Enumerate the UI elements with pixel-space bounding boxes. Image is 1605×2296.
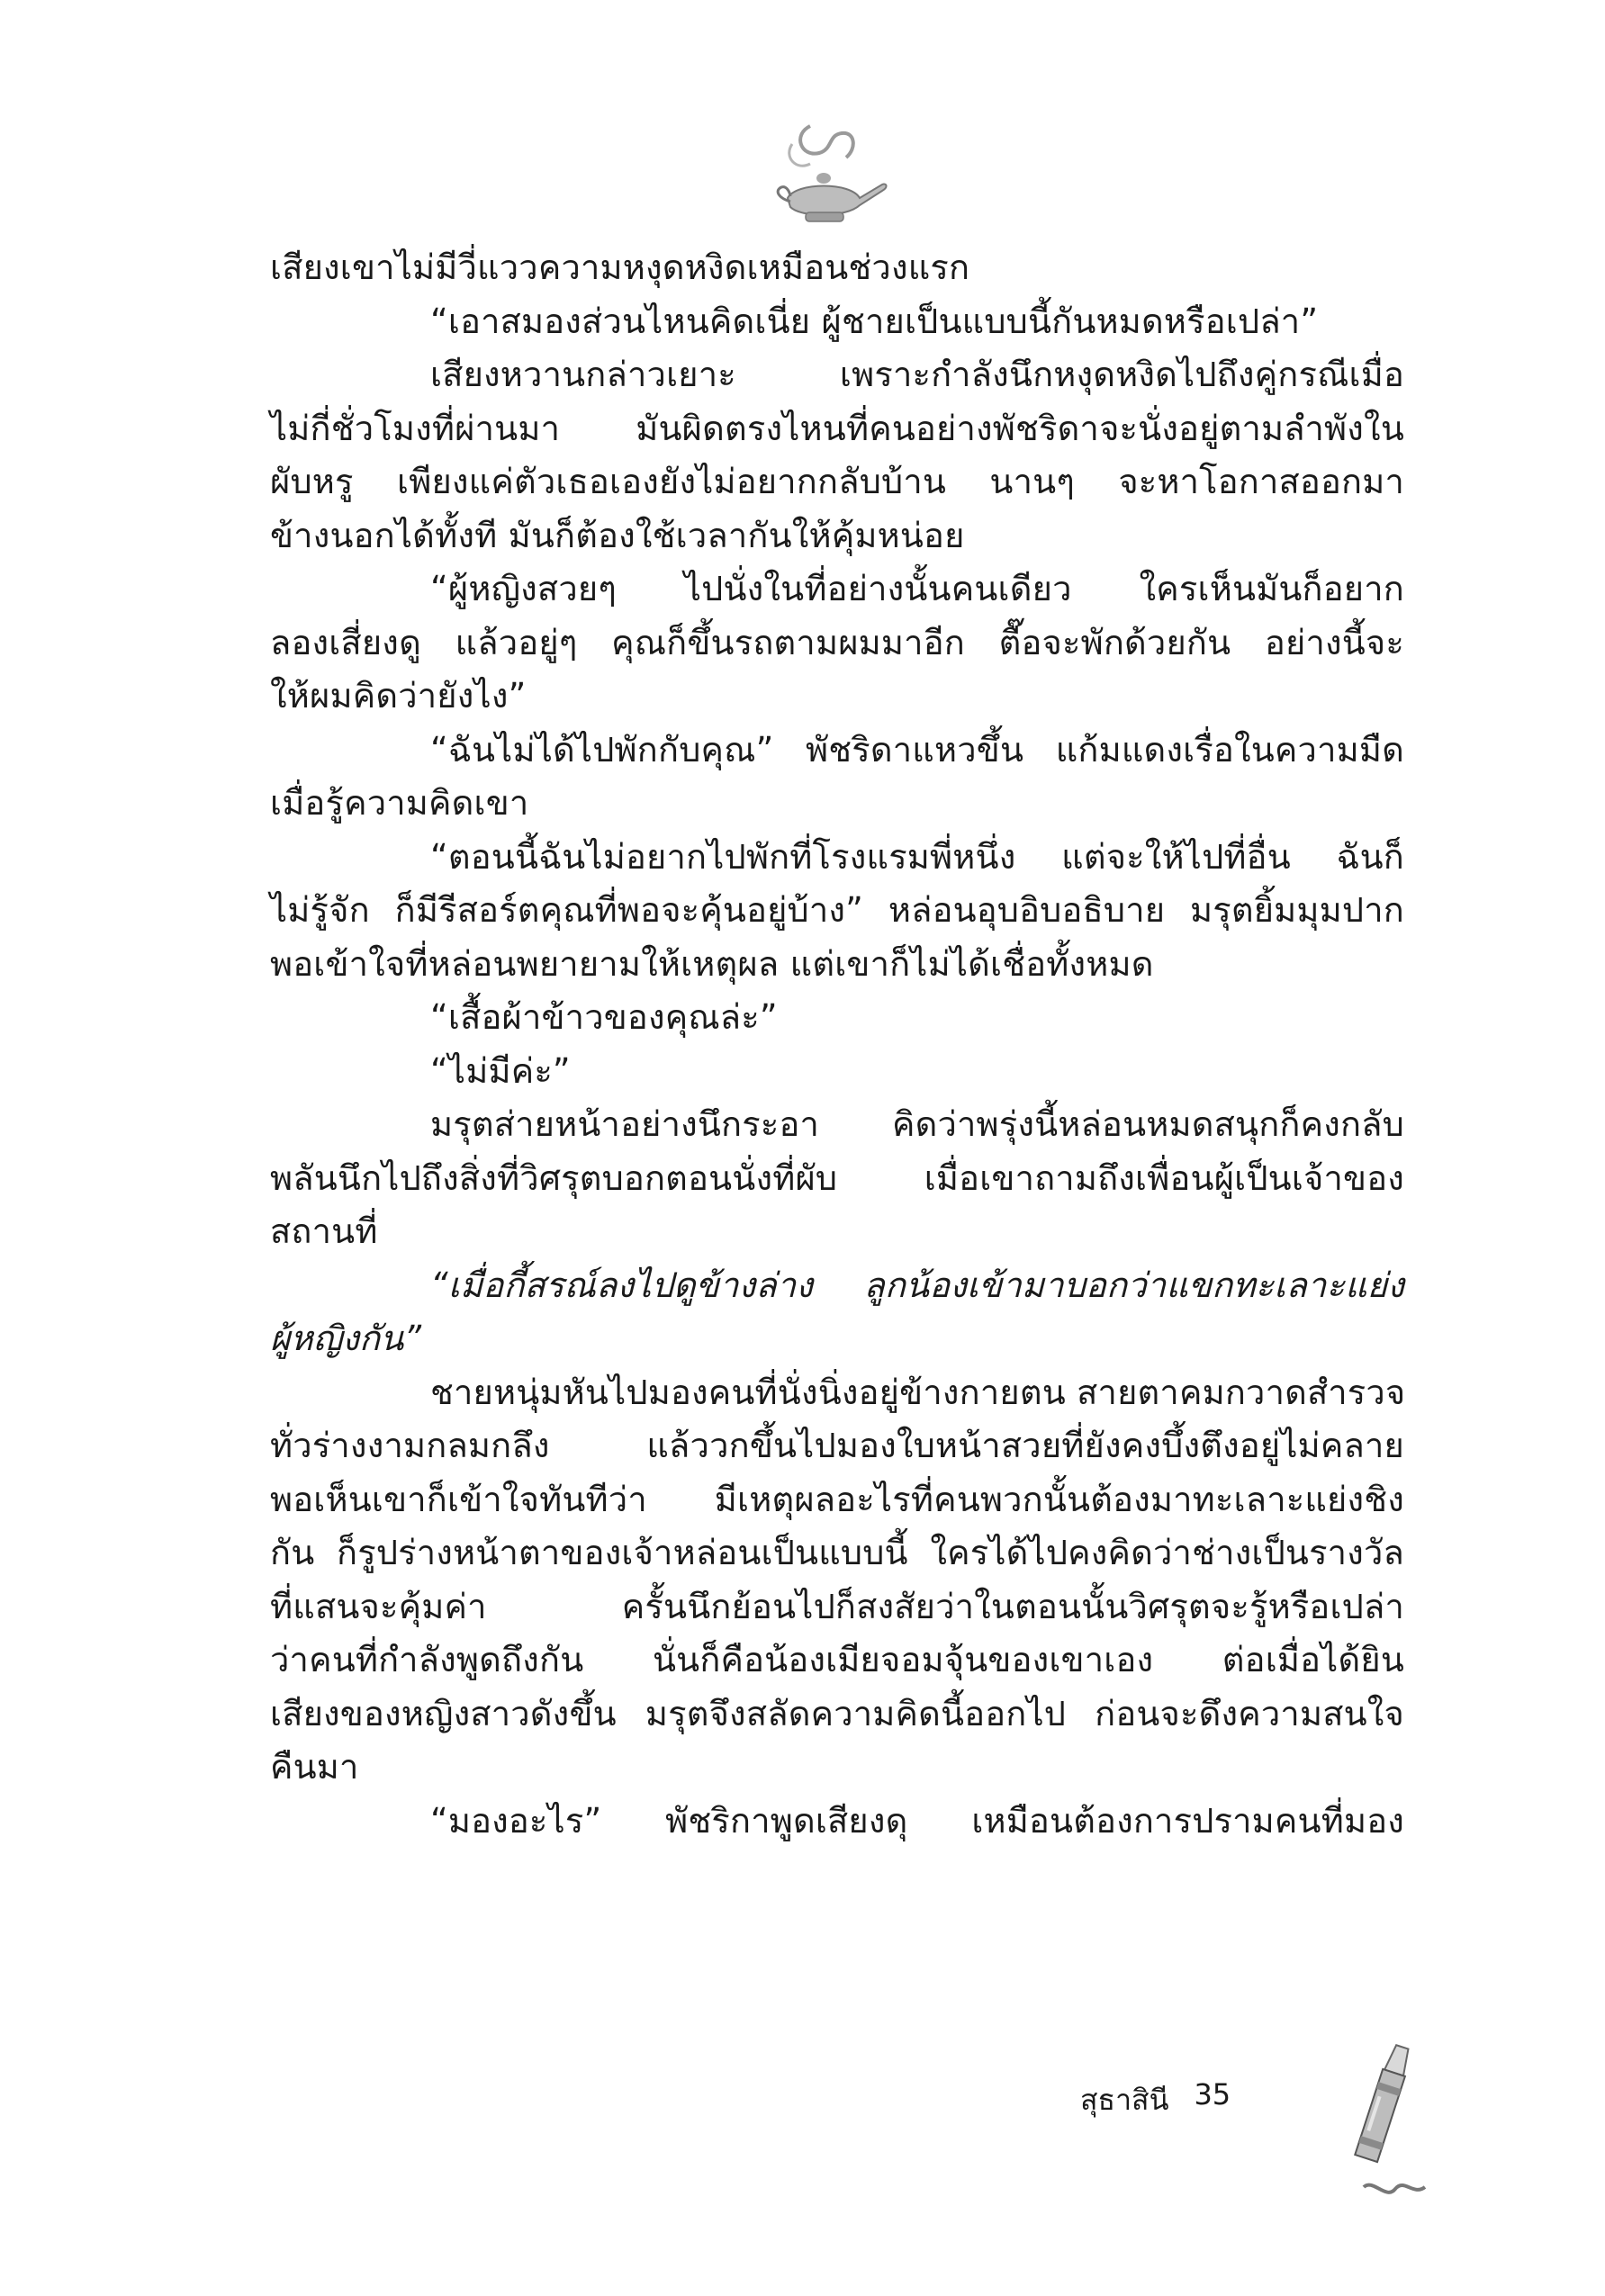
text-line: ทั่วร่างงามกลมกลึง แล้ววกขึ้นไปมองใบหน้าสวยที่ยังคงบึ้งตึงอยู่ไม่คลาย	[270, 1426, 1404, 1465]
text-line: “เมื่อกี้สรณ์ลงไปดูข้างล่าง ลูกน้องเข้ามาบอกว่าแขกทะเลาะแย่ง	[430, 1265, 1404, 1305]
text-line: “มองอะไร” พัชริกาพูดเสียงดุ เหมือนต้องการปรามคนที่มอง	[430, 1800, 1404, 1841]
text-line: พลันนึกไปถึงสิ่งที่วิศรุตบอกตอนนั่งที่ผับ เมื่อเขาถามถึงเพื่อนผู้เป็นเจ้าของ	[270, 1157, 1404, 1198]
text-line: เสียงเขาไม่มีวี่แววความหงุดหงิดเหมือนช่วงแรก	[270, 248, 970, 287]
body-text	[270, 241, 1404, 1848]
text-line: ชายหนุ่มหันไปมองคนที่นั่งนิ่งอยู่ข้างกายตน สายตาคมกวาดสำรวจ	[430, 1372, 1406, 1412]
page-footer	[1080, 2077, 1231, 2123]
text-line: “ฉันไม่ได้ไปพักกับคุณ” พัชริดาแหวขึ้น แก้มแดงเรื่อในความมืด	[430, 729, 1404, 770]
text-line: ให้ผมคิดว่ายังไง”	[270, 676, 527, 716]
crayon-icon	[1319, 2034, 1436, 2214]
text-line: คืนมา	[270, 1747, 359, 1787]
text-line: ไม่กี่ชั่วโมงที่ผ่านมา มันผิดตรงไหนที่คนอย่างพัชริดาจะนั่งอยู่ตามลำพังใน	[270, 408, 1404, 448]
genie-lamp-icon	[756, 108, 891, 234]
page-number: 35	[1194, 2077, 1231, 2111]
text-line: ลองเสี่ยงดู แล้วอยู่ๆ คุณก็ขึ้นรถตามผมมาอีก ตื๊อจะพักด้วยกัน อย่างนี้จะ	[270, 622, 1404, 662]
text-line: ที่แสนจะคุ้มค่า ครั้นนึกย้อนไปก็สงสัยว่าในตอนนั้นวิศรุตจะรู้หรือเปล่า	[270, 1586, 1404, 1626]
text-line: กัน ก็รูปร่างหน้าตาของเจ้าหล่อนเป็นแบบนี้ ใครได้ไปคงคิดว่าช่างเป็นรางวัล	[270, 1533, 1404, 1572]
text-line: ผับหรู เพียงแค่ตัวเธอเองยังไม่อยากกลับบ้าน นานๆ จะหาโอกาสออกมา	[270, 462, 1404, 501]
text-line: “ผู้หญิงสวยๆ ไปนั่งในที่อย่างนั้นคนเดียว ใครเห็นมันก็อยาก	[430, 569, 1404, 608]
text-line: ข้างนอกได้ทั้งที มันก็ต้องใช้เวลากันให้คุ้มหน่อย	[270, 515, 965, 555]
text-line: สถานที่	[270, 1211, 378, 1251]
text-line: พอเห็นเขาก็เข้าใจทันทีว่า มีเหตุผลอะไรที่คนพวกนั้นต้องมาทะเลาะแย่งชิง	[270, 1479, 1404, 1519]
text-line: เสียงของหญิงสาวดังขึ้น มรุตจึงสลัดความคิดนี้ออกไป ก่อนจะดึงความสนใจ	[270, 1693, 1404, 1733]
text-line: “ไม่มีค่ะ”	[430, 1050, 571, 1091]
text-line: “เอาสมองส่วนไหนคิดเนี่ย ผู้ชายเป็นแบบนี้กันหมดหรือเปล่า”	[430, 301, 1319, 341]
text-line: เสียงหวานกล่าวเยาะ เพราะกำลังนึกหงุดหงิดไปถึงคู่กรณีเมื่อ	[430, 355, 1404, 394]
text-line: มรุตส่ายหน้าอย่างนึกระอา คิดว่าพรุ่งนี้หล่อนหมดสนุกก็คงกลับ	[430, 1104, 1404, 1144]
author-name: สุธาสินี	[1080, 2083, 1169, 2117]
text-line: พอเข้าใจที่หล่อนพยายามให้เหตุผล แต่เขาก็ไม่ได้เชื่อทั้งหมด	[270, 943, 1154, 984]
text-line: เมื่อรู้ความคิดเขา	[270, 783, 529, 823]
text-line: ไม่รู้จัก ก็มีรีสอร์ตคุณที่พอจะคุ้นอยู่บ้าง” หล่อนอุบอิบอธิบาย มรุตยิ้มมุมปาก	[270, 890, 1404, 930]
text-line: ว่าคนที่กำลังพูดถึงกัน นั่นก็คือน้องเมียจอมจุ้นของเขาเอง ต่อเมื่อได้ยิน	[270, 1640, 1404, 1679]
text-line: ผู้หญิงกัน”	[270, 1319, 422, 1358]
text-line: “ตอนนี้ฉันไม่อยากไปพักที่โรงแรมพี่หนึ่ง แต่จะให้ไปที่อื่น ฉันก็	[430, 836, 1404, 877]
text-line: “เสื้อผ้าข้าวของคุณล่ะ”	[430, 997, 778, 1037]
